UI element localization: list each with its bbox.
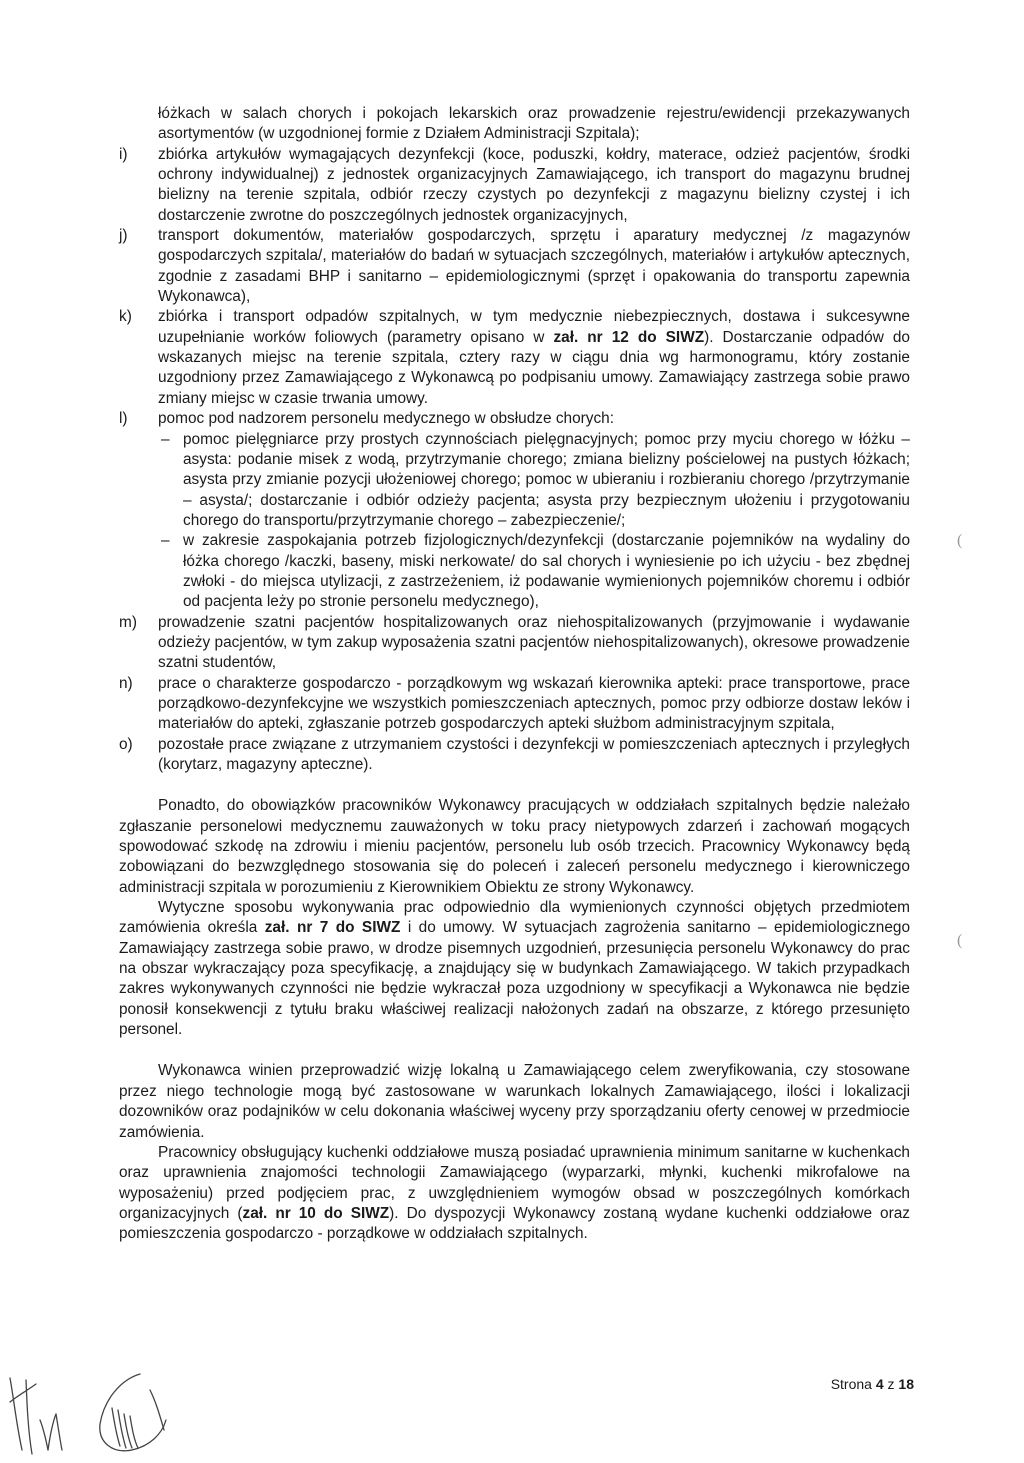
current-page: 4 (875, 1376, 884, 1392)
list-item-n (119, 674, 910, 735)
list-marker: j) (119, 227, 128, 245)
sub-item-text: w zakresie zaspokajania potrzeb fizjologicznych/dezynfekcji (dostarczanie pojemników na wydaliny do łóżka chorego /kaczki, baseny, miski nerkowate/ do sal chorych i wyniesienie po ich użyciu - bez zbędnej zwłoki - do miejsca utylizacji, z zastrzeżeniem, iż podawanie wymienionych pojemników choremu i odbiór od pacjenta leży po stronie personelu medycznego), (183, 532, 910, 611)
attachment-reference: zał. nr 10 do SIWZ (242, 1204, 390, 1222)
paragraph-guidelines (119, 898, 910, 1040)
list-item-text: zbiórka artykułów wymagających dezynfekcji (koce, poduszki, kołdry, materace, odzież pacjentów, środki ochrony indywidualnej) z jednostek organizacyjnych Zamawiającego, ich transport do magazynu brudnej bielizny na terenie szpitala, odbiór rzeczy czystych po dezynfekcji z magazynu bielizny czystej i ich dostarczenie zwrotne do poszczególnych jednostek organizacyjnych, (158, 145, 910, 224)
list-item-m (119, 613, 910, 674)
paragraph-kitchens (119, 1143, 910, 1245)
list-item-text: prowadzenie szatni pacjentów hospitalizowanych oraz niehospitalizowanych (przyjmowanie i wydawanie odzieży pacjentów, w tym zakup wyposażenia szatni pacjentów niehospitalizowanych), okresowe prowadzenie szatni studentów, (158, 613, 910, 672)
attachment-reference: zał. nr 7 do SIWZ (264, 919, 401, 937)
paragraph-text: ). Do dyspozycji Wykonawcy zostaną wydane kuchenki oddziałowe oraz pomieszczenia gospodarczo - porządkowe w oddziałach szpitalnych. (119, 1204, 910, 1243)
page-separator: z (883, 1376, 899, 1392)
list-marker: m) (119, 613, 137, 631)
paragraph-site-visit: Wykonawca winien przeprowadzić wizję lokalną u Zamawiającego celem zweryfikowania, czy stosowane przez niego technologie mogą być zastosowane w warunkach lokalnych Zamawiającego, ilości i lokalizacji dozowników oraz podajników w celu dokonania właściwej wyceny przy sporządzaniu oferty cenowej w przedmiocie zamówienia. (119, 1062, 910, 1141)
paragraph-text: i do umowy. W sytuacjach zagrożenia sanitarno – epidemiologicznego Zamawiający zastrzega sobie prawo, w drodze pisemnych uzgodnień, przesunięcia personelu Wykonawcy do prac na obszar wykraczający poza specyfikację, a znajdujący się w budynkach Zamawiającego. W takich przypadkach zakres wykonywanych czynności nie będzie wykraczał poza uzgodniony w specyfikacji a Wykonawca nie będzie ponosił konsekwencji z tytułu braku właściwej realizacji nałożonych zadań na obszarze, z którego przesunięto personel. (119, 919, 910, 1039)
list-marker: o) (119, 735, 133, 753)
list-marker: l) (119, 410, 128, 428)
paragraph-text: Pracownicy obsługujący kuchenki oddziałowe muszą posiadać uprawnienia minimum sanitarne w kuchenkach oraz uprawnienia znajomości technologii Zamawiającego (wyparzarki, młynki, kuchenki mikrofalowe na wyposażeniu) przed podjęciem prac, z uwzględnieniem wymogów obsad w poszczególnych komórkach organizacyjnych ( (119, 1143, 910, 1222)
sub-item-text: pomoc pielęgniarce przy prostych czynnościach pielęgnacyjnych; pomoc przy myciu chorego w łóżku – asysta: podanie misek z wodą, przytrzymanie chorego; zmiana bielizny pościelowej na pustych łóżkach; asysta przy zmianie pozycji ułożeniowej chorego; pomoc w ubieraniu i rozbieraniu chorego /przytrzymanie – asysta/; dostarczanie i odbiór odzieży pacjenta; asysta przy bezpiecznym ułożeniu i przygotowaniu chorego do transportu/przytrzymanie chorego – zabezpieczenie/; (183, 430, 910, 529)
attachment-reference: zał. nr 12 do SIWZ (553, 328, 705, 346)
dash-marker: – (161, 532, 170, 550)
paragraph-text: Wytyczne sposobu wykonywania prac odpowiednio dla wymienionych czynności objętych przedmiotem zamówienia określa (119, 899, 910, 937)
paragraph-obligations: Ponadto, do obowiązków pracowników Wykonawcy pracujących w oddziałach szpitalnych będzie należało zgłaszanie personelowi medycznemu zauważonych w toku pracy nietypowych zdarzeń i zachowań mogących spowodować szkodę na zdrowiu i mieniu pacjentów, personelu lub osób trzecich. Pracownicy Wykonawcy będą zobowiązani do bezwzględnego stosowania się do poleceń i zaleceń personelu medycznego i kierowniczego administracji szpitala w porozumieniu z Kierownikiem Obiektu ze strony Wykonawcy. (119, 797, 910, 896)
list-item-l (119, 409, 910, 612)
page-prefix: Strona (830, 1376, 876, 1392)
spacer (119, 1040, 910, 1061)
list-item-text: pomoc pod nadzorem personelu medycznego w obsłudze chorych: (158, 410, 614, 428)
list-item-text: transport dokumentów, materiałów gospodarczych, sprzętu i aparatury medycznej /z magazynów gospodarczych szpitala/, materiałów do badań w sytuacjach szczególnych, materiałów i artykułów aptecznych, zgodnie z zasadami BHP i sanitarno – epidemiologicznymi (sprzęt i opakowania do transportu zapewnia Wykonawca), (158, 227, 910, 306)
list-item-text: prace o charakterze gospodarczo - porządkowym wg wskazań kierownika apteki: prace transportowe, prace porządkowo-dezynfekcyjne we wszystkich pomieszczeniach aptecznych, pomoc przy odbiorze dostaw leków i materiałów do apteki, zgłaszanie potrzeb gospodarczych apteki służbom administracyjnym szpitala, (158, 674, 910, 733)
list-marker: i) (119, 145, 128, 163)
list-item-text: zbiórka i transport odpadów szpitalnych, w tym medycznie niebezpiecznych, dostawa i sukcesywne uzupełnianie worków foliowych (parametry opisano w (158, 308, 910, 346)
initials-left (10, 1378, 62, 1454)
intro-continuation (119, 104, 910, 145)
list-item-text: ). Dostarczanie odpadów do wskazanych miejsc na terenie szpitala, cztery razy w ciągu dnia wg harmonogramu, który zostanie uzgodniony przez Zamawiającego z Wykonawcą po podpisaniu umowy. Zamawiający zastrzega sobie prawo zmiany miejsc w czasie trwania umowy. (158, 328, 910, 407)
list-marker: k) (119, 308, 132, 326)
list-item-text: pozostałe prace związane z utrzymaniem czystości i dezynfekcji w pomieszczeniach aptecznych i przyległych (korytarz, magazyny apteczne). (158, 735, 910, 773)
dash-marker: – (161, 430, 170, 448)
page-number-footer (831, 1376, 914, 1392)
list-item-k (119, 307, 910, 409)
document-body (119, 104, 910, 1245)
handwritten-initials (0, 1350, 240, 1463)
sub-item-physiological (158, 531, 910, 612)
intro-text: łóżkach w salach chorych i pokojach lekarskich oraz prowadzenie rejestru/ewidencji przekazywanych asortymentów (w uzgodnionej formie z Działem Administracji Szpitala); (158, 105, 910, 143)
list-item-i (119, 145, 910, 226)
sub-item-care (158, 430, 910, 532)
spacer (119, 775, 910, 796)
margin-mark: ( (957, 932, 963, 949)
list-marker: n) (119, 674, 133, 692)
total-pages: 18 (898, 1376, 914, 1392)
initials-circle (100, 1374, 166, 1451)
list-item-o (119, 735, 910, 776)
margin-mark: ( (957, 532, 963, 549)
list-item-j (119, 226, 910, 307)
